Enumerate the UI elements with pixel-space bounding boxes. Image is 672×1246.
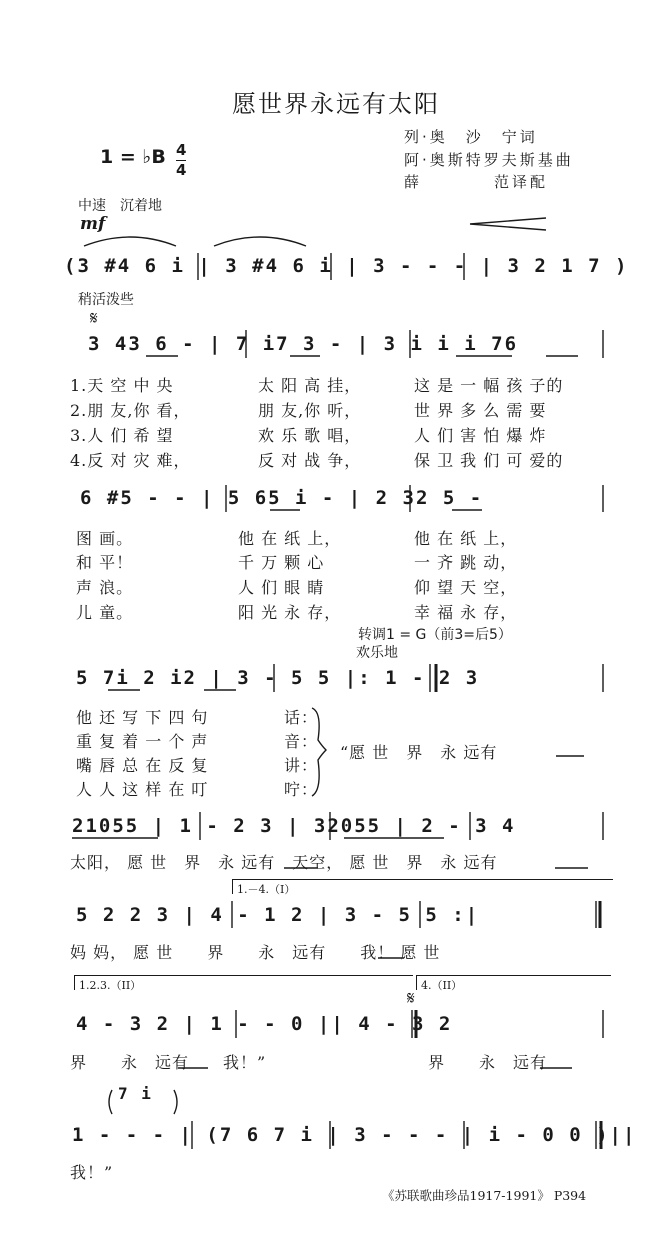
- verse-4-line-2a: 儿 童。: [76, 603, 134, 622]
- verse-1-line-2a: 图 画。: [76, 529, 134, 548]
- song-title: 愿世界永远有太阳: [232, 90, 440, 118]
- verse-3-part-a: 3.人 们 希 望: [70, 426, 174, 445]
- lyric-row-7a: 界 永 远有 我！”: [70, 1053, 267, 1072]
- verse-4-line-2b: 阳 光 永 存，: [238, 603, 342, 622]
- staff-row-7: 4 - 3 2 | 1 - - 0 || 4 - 3 2: [76, 1013, 453, 1035]
- verse-2-part-c: 世 界 多 么 需 要: [414, 401, 547, 420]
- chorus-lyric-start: “愿 世 界 永 远有: [340, 743, 498, 762]
- segno-sign: 𝄋: [90, 308, 98, 329]
- tempo-marking-2: 欢乐地: [356, 645, 398, 661]
- tempo-marking: 中速 沉着地: [78, 198, 162, 214]
- verse-2-part-b: 朋 友,你 听，: [258, 401, 362, 420]
- staff-row-8: 1 - - - | (7 6 7 i | 3 - - - | i - 0 0 )||: [72, 1124, 637, 1146]
- verse-3-line-3b: 讲：: [284, 756, 319, 775]
- volta-bracket-4: 4.（II）: [416, 975, 611, 990]
- staff-row-2: 3 43 6 - | 7 i7 3 - | 3 i i i 76: [88, 333, 519, 355]
- verse-4-part-c: 保 卫 我 们 可 爱的: [414, 451, 564, 470]
- verse-1-part-b: 太 阳 高 挂，: [258, 376, 362, 395]
- verse-3-line-3a: 嘴 唇 总 在 反 复: [76, 756, 209, 775]
- verse-1-line-3a: 他 还 写 下 四 句: [76, 708, 209, 727]
- verse-2-part-a: 2.朋 友,你 看，: [70, 401, 191, 420]
- modulation-marking: 转调1 = G（前3=后5）: [358, 627, 512, 643]
- lyric-row-8: 我！”: [70, 1163, 114, 1182]
- staff-row-6: 5 2 2 3 | 4 - 1 2 | 3 - 5 5 :|: [76, 904, 480, 926]
- time-signature-top: 4: [176, 141, 187, 159]
- segno-sign-2: 𝄋: [407, 988, 415, 1009]
- verse-2-line-2b: 千 万 颗 心: [238, 553, 325, 572]
- verse-2-line-3b: 音：: [284, 732, 319, 751]
- grace-notes: 7 i: [118, 1084, 153, 1103]
- verse-1-line-2b: 他 在 纸 上，: [238, 529, 342, 548]
- verse-2-line-2a: 和 平！: [76, 553, 134, 572]
- verse-4-line-3b: 咛：: [284, 780, 319, 799]
- verse-4-part-a: 4.反 对 灾 难，: [70, 451, 191, 470]
- lyric-row-6: 妈 妈， 愿 世 界 永 远有 我！ 愿 世: [70, 943, 441, 962]
- translator-credit: 薛 范译配: [404, 173, 549, 191]
- source-citation: 《苏联歌曲珍品1917-1991》 P394: [382, 1188, 587, 1203]
- verse-4-line-3a: 人 人 这 样 在 叮: [76, 780, 209, 799]
- staff-row-3: 6 #5 - - | 5 65 i - | 2 32 5 -: [80, 487, 484, 509]
- staff-row-5: 21055 | 1 - 2 3 | 32055 | 2 - 3 4: [72, 815, 516, 837]
- verse-3-line-2a: 声 浪。: [76, 578, 134, 597]
- verse-4-line-2c: 幸 福 永 存，: [414, 603, 518, 622]
- staff-row-4: 5 7i 2 i2 | 3 - 5 5 |: 1 - 2 3: [76, 667, 480, 689]
- expression-marking: 稍活泼些: [78, 292, 134, 308]
- verse-1-line-2c: 他 在 纸 上，: [414, 529, 518, 548]
- lyric-row-7b: 界 永 远有: [428, 1053, 548, 1072]
- verse-1-line-3b: 话：: [284, 708, 319, 727]
- verse-2-line-2c: 一 齐 跳 动，: [414, 553, 518, 572]
- verse-1-part-a: 1.天 空 中 央: [70, 376, 174, 395]
- volta-bracket-1: 1.－4.（I）: [232, 879, 613, 894]
- key-signature: 1 = ♭B: [100, 146, 166, 168]
- verse-4-part-b: 反 对 战 争，: [258, 451, 362, 470]
- staff-row-1: (3 #4 6 i | 3 #4 6 i | 3 - - - | 3 2 1 7 ): [64, 255, 629, 277]
- composer-credit: 阿·奥斯特罗夫斯基曲: [404, 151, 574, 169]
- verse-3-line-2c: 仰 望 天 空，: [414, 578, 518, 597]
- lyricist-credit: 列·奥 沙 宁词: [404, 128, 538, 146]
- volta-bracket-123: 1.2.3.（II）: [74, 975, 413, 990]
- time-signature-bottom: 4: [176, 161, 187, 179]
- verse-2-line-3a: 重 复 着 一 个 声: [76, 732, 209, 751]
- verse-3-part-b: 欢 乐 歌 唱，: [258, 426, 362, 445]
- lyric-row-5: 太阳， 愿 世 界 永 远有 天空， 愿 世 界 永 远有: [70, 853, 498, 872]
- verse-1-part-c: 这 是 一 幅 孩 子的: [414, 376, 564, 395]
- verse-3-part-c: 人 们 害 怕 爆 炸: [414, 426, 547, 445]
- verse-3-line-2b: 人 们 眼 睛: [238, 578, 325, 597]
- dynamic-marking: mf: [80, 214, 106, 234]
